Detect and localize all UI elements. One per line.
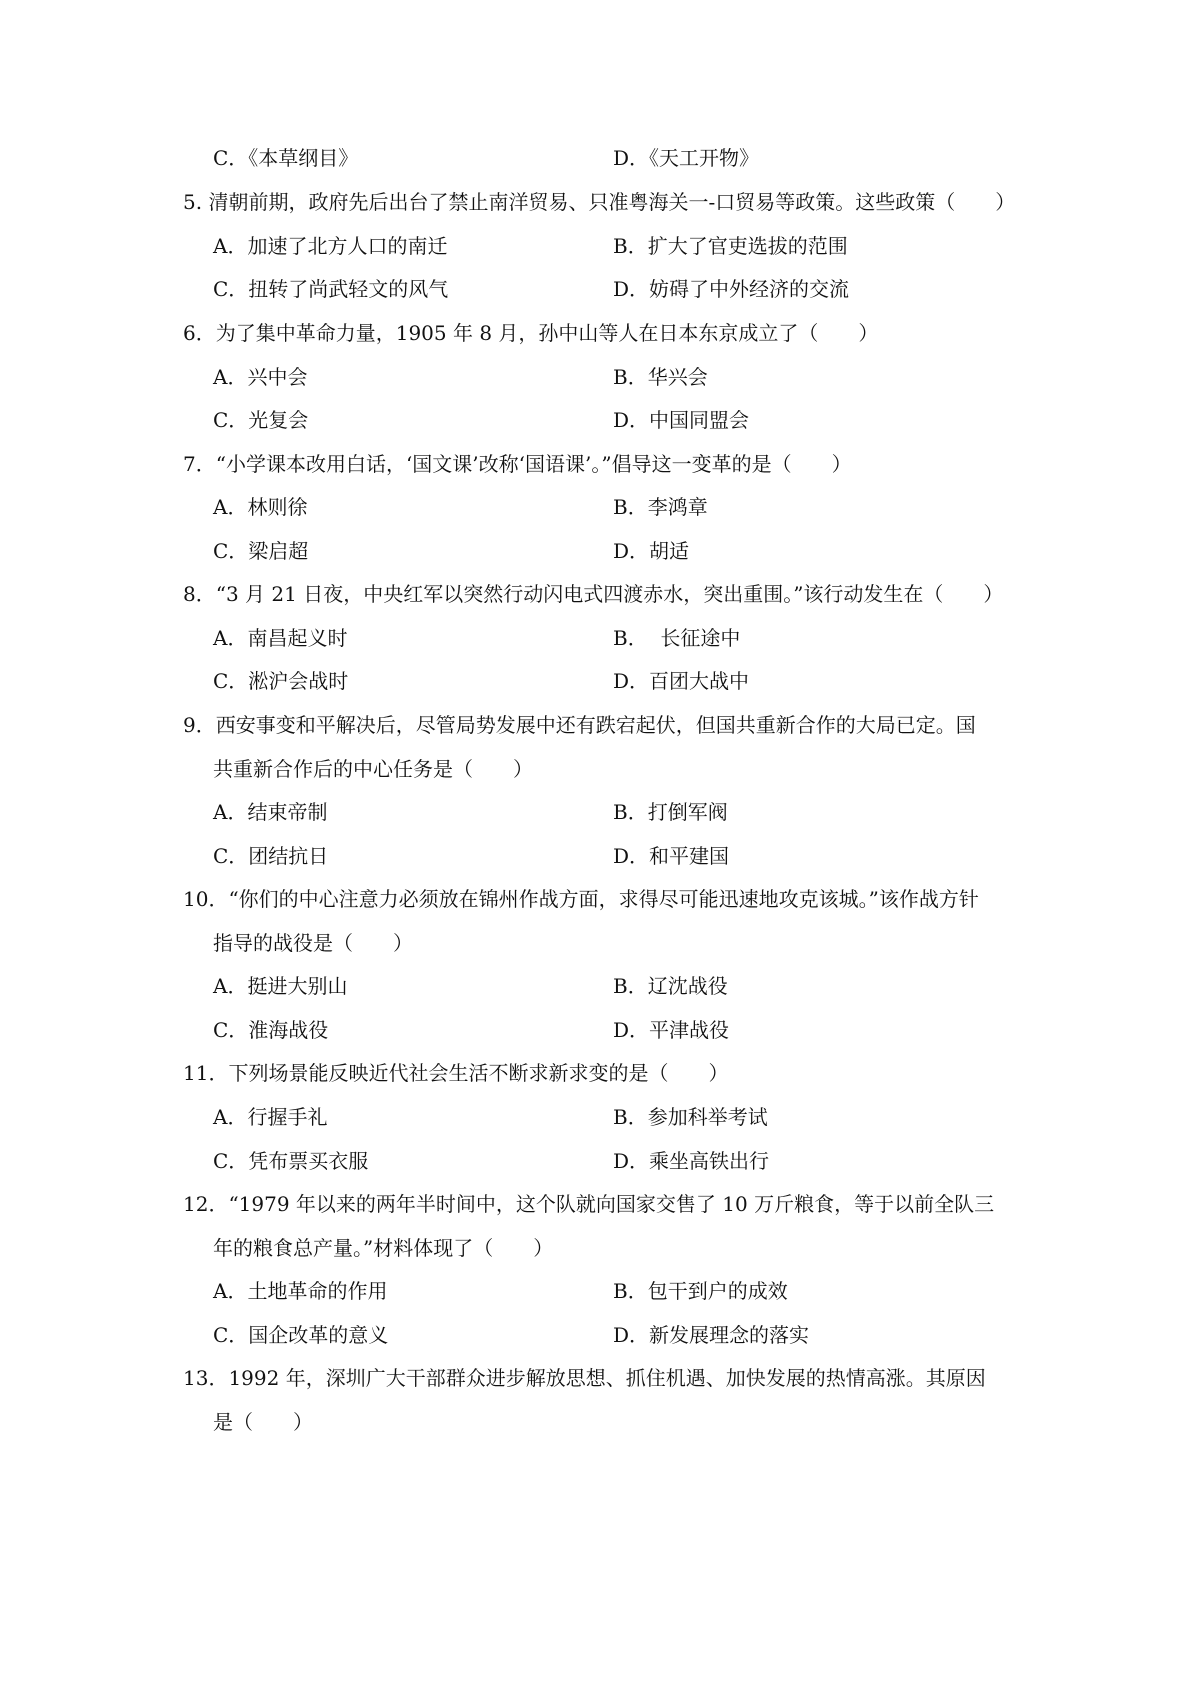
option-b: B．扩大了官吏选拔的范围: [613, 234, 848, 258]
option-b: B．李鸿章: [613, 495, 708, 519]
option-b: B．华兴会: [613, 365, 708, 389]
question-7-stem: 7．“小学课本改用白话，‘国文课’改称‘国语课’。”倡导这一变革的是（ ）: [183, 452, 852, 476]
option-a: A．结束帝制: [213, 800, 328, 824]
question-13-stem-cont: 是（ ）: [213, 1410, 313, 1434]
option-d: D．胡适: [613, 539, 690, 563]
option-c: C．团结抗日: [213, 844, 329, 868]
question-12-stem: 12．“1979 年以来的两年半时间中，这个队就向国家交售了 10 万斤粮食，等于以前全队三: [183, 1192, 995, 1216]
option-b: B． 长征途中: [613, 626, 741, 650]
option-c: C．淞沪会战时: [213, 669, 349, 693]
option-b: B．辽沈战役: [613, 974, 728, 998]
question-6-stem: 6．为了集中革命力量，1905 年 8 月，孙中山等人在日本东京成立了（ ）: [183, 321, 879, 345]
option-d: D．妨碍了中外经济的交流: [613, 277, 850, 301]
option-c: C．梁启超: [213, 539, 309, 563]
question-10-stem: 10．“你们的中心注意力必须放在锦州作战方面，求得尽可能迅速地攻克该城。”该作战方针: [183, 887, 979, 911]
question-11-stem: 11．下列场景能反映近代社会生活不断求新求变的是（ ）: [183, 1061, 729, 1085]
question-9-stem: 9．西安事变和平解决后，尽管局势发展中还有跌宕起伏，但国共重新合作的大局已定。国: [183, 713, 976, 737]
question-9-stem-cont: 共重新合作后的中心任务是（ ）: [213, 757, 533, 781]
option-a: A．兴中会: [213, 365, 308, 389]
option-b: B．包干到户的成效: [613, 1279, 788, 1303]
option-a: A．加速了北方人口的南迁: [213, 234, 448, 258]
option-a: A．土地革命的作用: [213, 1279, 388, 1303]
option-d: D．乘坐高铁出行: [613, 1149, 770, 1173]
option-b: B．参加科举考试: [613, 1105, 768, 1129]
option-b: B．打倒军阀: [613, 800, 728, 824]
question-12-stem-cont: 年的粮食总产量。”材料体现了（ ）: [213, 1236, 554, 1260]
option-a: A．林则徐: [213, 495, 308, 519]
option-d: D．百团大战中: [613, 669, 750, 693]
option-a: A．南昌起义时: [213, 626, 348, 650]
option-a: A．挺进大别山: [213, 974, 348, 998]
option-d: D．新发展理念的落实: [613, 1323, 810, 1347]
option-c: C．淮海战役: [213, 1018, 329, 1042]
option-c: C．光复会: [213, 408, 309, 432]
option-c: C．扭转了尚武轻文的风气: [213, 277, 449, 301]
option-d: D．平津战役: [613, 1018, 730, 1042]
question-5-stem: 5. 清朝前期，政府先后出台了禁止南洋贸易、只准粤海关一-口贸易等政策。这些政策（ ）: [183, 190, 1016, 214]
option-d: D．《天工开物》: [613, 146, 760, 170]
option-d: D．中国同盟会: [613, 408, 750, 432]
question-8-stem: 8．“3 月 21 日夜，中央红军以突然行动闪电式四渡赤水，突出重围。”该行动发生在（ ）: [183, 582, 1004, 606]
question-10-stem-cont: 指导的战役是（ ）: [213, 931, 413, 955]
option-c: C．凭布票买衣服: [213, 1149, 369, 1173]
option-a: A．行握手礼: [213, 1105, 328, 1129]
question-13-stem: 13．1992 年，深圳广大干部群众进步解放思想、抓住机遇、加快发展的热情高涨。其原因: [183, 1366, 986, 1390]
option-d: D．和平建国: [613, 844, 730, 868]
option-c: C．《本草纲目》: [213, 146, 359, 170]
option-c: C．国企改革的意义: [213, 1323, 389, 1347]
